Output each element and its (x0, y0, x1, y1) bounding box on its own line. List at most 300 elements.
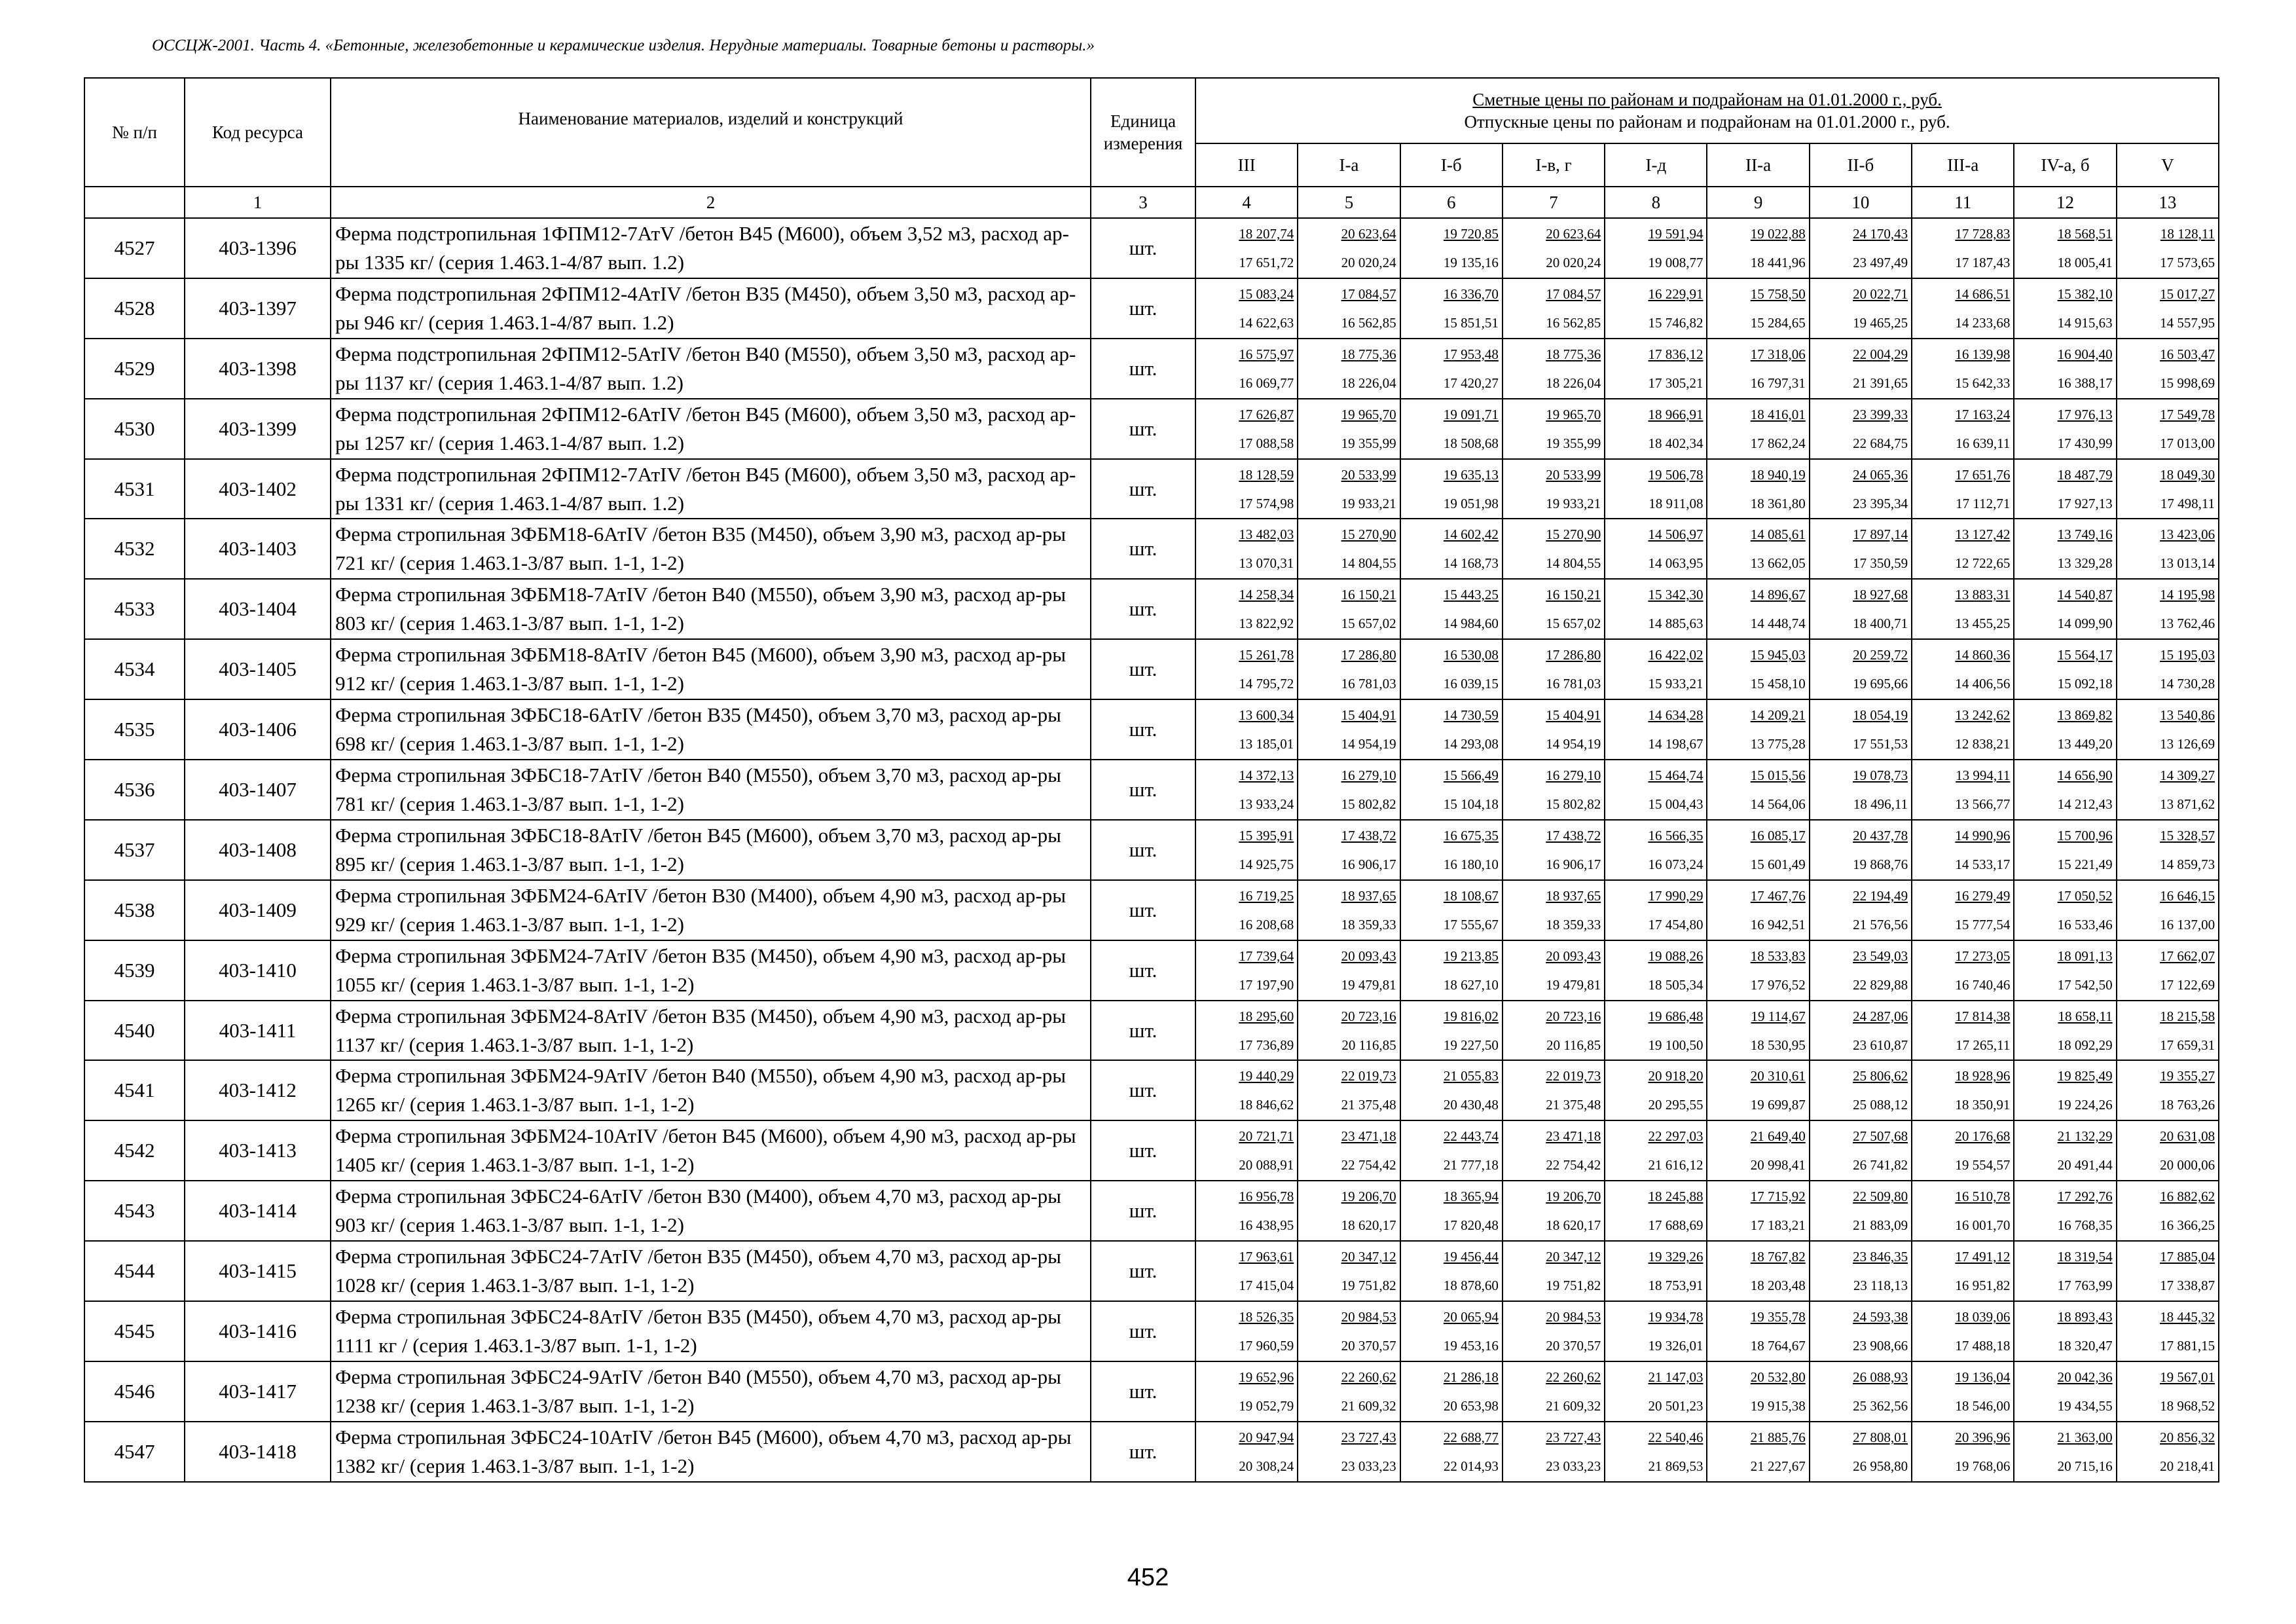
release-price: 21 375,48 (1341, 1097, 1396, 1113)
item-name: Ферма стропильная 3ФБМ24-7АтIV /бетон В35 (М450), объем 4,90 м3, расход ар-ры 1055 кг/ (серия 1.463.1-3/87 вып. 1-1, 1-2) (331, 940, 1091, 1001)
price-cell (1912, 940, 2014, 1001)
release-price: 19 100,50 (1648, 1037, 1704, 1053)
resource-code: 403-1413 (185, 1120, 331, 1181)
estimate-price: 23 727,43 (1546, 1429, 1601, 1445)
price-cell (1810, 1241, 1912, 1301)
release-price: 14 406,56 (1955, 676, 2011, 692)
estimate-price: 15 342,30 (1648, 587, 1704, 603)
estimate-price: 22 509,80 (1853, 1189, 1908, 1205)
release-price: 16 366,25 (2160, 1217, 2215, 1234)
estimate-price: 19 022,88 (1750, 225, 1806, 242)
estimate-price: 20 093,43 (1341, 948, 1396, 964)
release-price: 14 885,63 (1648, 616, 1704, 632)
price-cell (1912, 1181, 2014, 1241)
item-name: Ферма стропильная 3ФБМ18-6АтIV /бетон В35 (М450), объем 3,90 м3, расход ар-ры 721 кг/ (серия 1.463.1-3/87 вып. 1-1, 1-2) (331, 519, 1091, 579)
estimate-price: 18 215,58 (2160, 1008, 2215, 1024)
unit-of-measure: шт. (1091, 639, 1195, 699)
release-price: 19 135,16 (1443, 254, 1499, 270)
release-price: 16 180,10 (1443, 856, 1499, 872)
estimate-price: 16 229,91 (1648, 286, 1704, 302)
estimate-price: 17 318,06 (1750, 346, 1806, 362)
price-cell (1912, 1001, 2014, 1061)
estimate-price: 17 739,64 (1239, 948, 1294, 964)
release-price: 18 320,47 (2057, 1337, 2113, 1354)
price-cell (1912, 699, 2014, 760)
unit-of-measure: шт. (1091, 1422, 1195, 1482)
estimate-price: 19 934,78 (1648, 1308, 1704, 1325)
estimate-price: 15 328,57 (2160, 827, 2215, 843)
price-cell (1298, 399, 1400, 459)
release-price: 15 104,18 (1443, 796, 1499, 812)
unit-of-measure: шт. (1091, 1060, 1195, 1120)
release-price: 16 208,68 (1239, 916, 1294, 932)
release-price: 14 795,72 (1239, 676, 1294, 692)
price-cell (1195, 880, 1298, 940)
price-cell (1400, 639, 1503, 699)
release-price: 20 088,91 (1239, 1157, 1294, 1173)
release-price: 16 388,17 (2057, 375, 2113, 391)
column-number: 9 (1707, 187, 1809, 218)
release-price: 13 871,62 (2160, 796, 2215, 812)
estimate-price: 19 213,85 (1443, 948, 1499, 964)
region-header: I-б (1400, 143, 1503, 187)
price-cell (2014, 940, 2116, 1001)
price-cell (2014, 339, 2116, 399)
price-cell (1810, 218, 1912, 278)
estimate-price: 13 127,42 (1955, 526, 2011, 543)
release-price: 18 764,67 (1750, 1337, 1806, 1354)
estimate-price: 17 438,72 (1341, 827, 1396, 843)
release-price: 18 911,08 (1649, 495, 1704, 511)
estimate-price: 19 329,26 (1648, 1249, 1704, 1265)
estimate-price: 14 656,90 (2057, 767, 2113, 783)
release-price: 23 118,13 (1853, 1278, 1908, 1294)
unit-of-measure: шт. (1091, 1001, 1195, 1061)
release-price: 19 453,16 (1443, 1337, 1499, 1354)
table-row (84, 880, 2219, 940)
estimate-price: 13 540,86 (2160, 707, 2215, 724)
estimate-price: 15 270,90 (1341, 526, 1396, 543)
estimate-price: 23 549,03 (1853, 948, 1908, 964)
release-price: 18 620,17 (1546, 1217, 1601, 1234)
price-cell (1810, 1001, 1912, 1061)
estimate-price: 16 530,08 (1443, 647, 1499, 663)
estimate-price: 17 897,14 (1853, 526, 1908, 543)
release-price: 19 751,82 (1341, 1278, 1396, 1294)
price-cell (1810, 399, 1912, 459)
estimate-price: 23 471,18 (1546, 1128, 1601, 1145)
estimate-price: 20 623,64 (1341, 225, 1396, 242)
estimate-price: 16 575,97 (1239, 346, 1294, 362)
release-price: 18 763,26 (2160, 1097, 2215, 1113)
row-number: 4527 (84, 218, 185, 278)
release-price: 16 906,17 (1341, 856, 1396, 872)
price-cell (2117, 399, 2219, 459)
resource-code: 403-1411 (185, 1001, 331, 1061)
price-cell (2014, 1301, 2116, 1361)
price-cell (2014, 699, 2116, 760)
release-price: 19 751,82 (1546, 1278, 1601, 1294)
estimate-price: 23 846,35 (1853, 1249, 1908, 1265)
estimate-price: 15 270,90 (1546, 526, 1601, 543)
table-row (84, 1060, 2219, 1120)
price-cell (2014, 579, 2116, 639)
release-price: 18 400,71 (1853, 616, 1908, 632)
price-cell (1400, 940, 1503, 1001)
release-price: 16 797,31 (1750, 375, 1806, 391)
price-cell (1707, 820, 1809, 880)
release-price: 14 063,95 (1648, 555, 1704, 572)
price-cell (1912, 218, 2014, 278)
page-number: 452 (1127, 1564, 1169, 1591)
release-price: 18 530,95 (1750, 1037, 1806, 1053)
release-price: 15 601,49 (1750, 856, 1806, 872)
release-price: 16 768,35 (2057, 1217, 2113, 1234)
estimate-price: 15 017,27 (2160, 286, 2215, 302)
price-cell (2117, 1422, 2219, 1482)
estimate-price: 16 956,78 (1239, 1189, 1294, 1205)
estimate-price: 22 260,62 (1546, 1369, 1601, 1385)
resource-code: 403-1396 (185, 218, 331, 278)
prices-release-label: Отпускные цены по районам и подрайонам на 01.01.2000 г., руб. (1464, 112, 1950, 132)
price-cell (1195, 1301, 1298, 1361)
release-price: 21 869,53 (1648, 1458, 1704, 1474)
price-cell (1298, 278, 1400, 339)
price-cell (1400, 519, 1503, 579)
price-cell (1605, 1181, 1707, 1241)
release-price: 14 730,28 (2160, 676, 2215, 692)
prices-estimate-label: Сметные цены по районам и подрайонам на 01.01.2000 г., руб. (1472, 90, 1942, 109)
price-cell (1810, 940, 1912, 1001)
release-price: 19 008,77 (1648, 254, 1704, 270)
estimate-price: 16 675,35 (1443, 827, 1499, 843)
estimate-price: 14 085,61 (1750, 526, 1806, 543)
release-price: 20 491,44 (2057, 1157, 2113, 1173)
estimate-price: 18 937,65 (1341, 887, 1396, 904)
price-cell (1605, 1060, 1707, 1120)
release-price: 16 740,46 (1955, 976, 2011, 993)
release-price: 13 185,01 (1239, 736, 1294, 752)
estimate-price: 16 882,62 (2160, 1189, 2215, 1205)
release-price: 17 088,58 (1239, 435, 1294, 451)
price-cell (1400, 820, 1503, 880)
price-cell (1605, 339, 1707, 399)
price-cell (1912, 1241, 2014, 1301)
estimate-price: 24 170,43 (1853, 225, 1908, 242)
price-cell (1605, 519, 1707, 579)
estimate-price: 19 720,85 (1443, 225, 1499, 242)
price-cell (2117, 1001, 2219, 1061)
release-price: 19 227,50 (1443, 1037, 1499, 1053)
price-cell (1195, 760, 1298, 820)
release-price: 16 438,95 (1239, 1217, 1294, 1234)
release-price: 14 954,19 (1341, 736, 1396, 752)
estimate-price: 17 467,76 (1750, 887, 1806, 904)
price-cell (1810, 639, 1912, 699)
price-cell (1400, 399, 1503, 459)
estimate-price: 17 976,13 (2057, 406, 2113, 422)
release-price: 13 449,20 (2057, 736, 2113, 752)
col-header-code: Код ресурса (185, 78, 331, 187)
release-price: 13 455,25 (1955, 616, 2011, 632)
release-price: 19 868,76 (1853, 856, 1908, 872)
estimate-price: 16 279,49 (1955, 887, 2011, 904)
price-cell (1298, 699, 1400, 760)
price-cell (2014, 1120, 2116, 1181)
price-cell (1707, 1361, 1809, 1422)
price-cell (2117, 218, 2219, 278)
release-price: 20 308,24 (1239, 1458, 1294, 1474)
item-name: Ферма стропильная 3ФБМ24-6АтIV /бетон В30 (М400), объем 4,90 м3, расход ар-ры 929 кг/ (серия 1.463.1-3/87 вып. 1-1, 1-2) (331, 880, 1091, 940)
estimate-price: 19 965,70 (1546, 406, 1601, 422)
estimate-price: 14 195,98 (2160, 587, 2215, 603)
estimate-price: 17 438,72 (1546, 827, 1601, 843)
estimate-price: 20 721,71 (1239, 1128, 1294, 1145)
row-number: 4539 (84, 940, 185, 1001)
price-cell (1195, 1241, 1298, 1301)
estimate-price: 16 279,10 (1341, 767, 1396, 783)
estimate-price: 15 083,24 (1239, 286, 1294, 302)
unit-of-measure: шт. (1091, 519, 1195, 579)
estimate-price: 20 533,99 (1546, 466, 1601, 483)
price-cell (2014, 820, 2116, 880)
estimate-price: 14 990,96 (1955, 827, 2011, 843)
release-price: 13 933,24 (1239, 796, 1294, 812)
row-number: 4546 (84, 1361, 185, 1422)
release-price: 17 430,99 (2057, 435, 2113, 451)
release-price: 18 350,91 (1955, 1097, 2011, 1113)
resource-code: 403-1408 (185, 820, 331, 880)
price-cell (1707, 1060, 1809, 1120)
estimate-price: 20 723,16 (1341, 1008, 1396, 1024)
release-price: 14 448,74 (1750, 616, 1806, 632)
column-number: 12 (2014, 187, 2116, 218)
estimate-price: 22 297,03 (1648, 1128, 1704, 1145)
price-cell (2014, 1361, 2116, 1422)
unit-of-measure: шт. (1091, 1241, 1195, 1301)
release-price: 15 458,10 (1750, 676, 1806, 692)
price-cell (1503, 760, 1605, 820)
item-name: Ферма стропильная 3ФБМ18-8АтIV /бетон В45 (М600), объем 3,90 м3, расход ар-ры 912 кг/ (серия 1.463.1-3/87 вып. 1-1, 1-2) (331, 639, 1091, 699)
estimate-price: 13 883,31 (1955, 587, 2011, 603)
price-cell (1605, 760, 1707, 820)
estimate-price: 22 194,49 (1853, 887, 1908, 904)
estimate-price: 17 990,29 (1648, 887, 1704, 904)
price-cell (1195, 820, 1298, 880)
header-row-main (84, 78, 2219, 143)
item-name: Ферма подстропильная 2ФПМ12-6АтIV /бетон В45 (М600), объем 3,50 м3, расход ар-ры 1257 кг/ (серия 1.463.1-4/87 вып. 1.2) (331, 399, 1091, 459)
price-cell (2117, 1241, 2219, 1301)
estimate-price: 18 091,13 (2057, 948, 2113, 964)
estimate-price: 16 566,35 (1648, 827, 1704, 843)
estimate-price: 16 904,40 (2057, 346, 2113, 362)
release-price: 19 465,25 (1853, 314, 1908, 331)
table-row (84, 639, 2219, 699)
estimate-price: 20 022,71 (1853, 286, 1908, 302)
price-cell (1810, 579, 1912, 639)
estimate-price: 22 260,62 (1341, 1369, 1396, 1385)
estimate-price: 18 928,96 (1955, 1068, 2011, 1084)
table-body (84, 218, 2219, 1482)
row-number: 4547 (84, 1422, 185, 1482)
release-price: 18 496,11 (1853, 796, 1908, 812)
price-cell (2117, 1301, 2219, 1361)
col-header-prices (1195, 78, 2219, 143)
price-cell (1195, 519, 1298, 579)
item-name: Ферма стропильная 3ФБС24-7АтIV /бетон В35 (М450), объем 4,70 м3, расход ар-ры 1028 кг/ (серия 1.463.1-3/87 вып. 1-1, 1-2) (331, 1241, 1091, 1301)
price-cell (1298, 639, 1400, 699)
release-price: 18 505,34 (1648, 976, 1704, 993)
price-cell (1400, 1361, 1503, 1422)
release-price: 18 359,33 (1546, 916, 1601, 932)
release-price: 19 695,66 (1853, 676, 1908, 692)
table-row (84, 699, 2219, 760)
estimate-price: 16 150,21 (1341, 587, 1396, 603)
price-cell (1298, 519, 1400, 579)
price-cell (1298, 1001, 1400, 1061)
row-number: 4530 (84, 399, 185, 459)
region-header: I-д (1605, 143, 1707, 187)
estimate-price: 22 443,74 (1443, 1128, 1499, 1145)
price-cell (1912, 339, 2014, 399)
item-name: Ферма стропильная 3ФБМ24-8АтIV /бетон В35 (М450), объем 4,90 м3, расход ар-ры 1137 кг/ (серия 1.463.1-3/87 вып. 1-1, 1-2) (331, 1001, 1091, 1061)
release-price: 20 430,48 (1443, 1097, 1499, 1113)
price-cell (1195, 278, 1298, 339)
unit-of-measure: шт. (1091, 579, 1195, 639)
estimate-price: 15 382,10 (2057, 286, 2113, 302)
estimate-price: 17 626,87 (1239, 406, 1294, 422)
estimate-price: 17 286,80 (1341, 647, 1396, 663)
estimate-price: 19 206,70 (1546, 1189, 1601, 1205)
price-cell (2014, 639, 2116, 699)
price-cell (1503, 820, 1605, 880)
estimate-price: 15 015,56 (1750, 767, 1806, 783)
release-price: 15 802,82 (1341, 796, 1396, 812)
price-cell (1810, 820, 1912, 880)
price-cell (1298, 940, 1400, 1001)
release-price: 14 954,19 (1546, 736, 1601, 752)
price-cell (1400, 1120, 1503, 1181)
resource-code: 403-1405 (185, 639, 331, 699)
release-price: 20 715,16 (2057, 1458, 2113, 1474)
release-price: 14 925,75 (1239, 856, 1294, 872)
resource-code: 403-1418 (185, 1422, 331, 1482)
row-number: 4536 (84, 760, 185, 820)
release-price: 26 741,82 (1853, 1157, 1908, 1173)
price-cell (1810, 1422, 1912, 1482)
estimate-price: 17 662,07 (2160, 948, 2215, 964)
release-price: 17 265,11 (1956, 1037, 2011, 1053)
estimate-price: 17 050,52 (2057, 887, 2113, 904)
unit-of-measure: шт. (1091, 1361, 1195, 1422)
price-cell (2014, 459, 2116, 519)
estimate-price: 17 491,12 (1955, 1249, 2011, 1265)
price-cell (1400, 218, 1503, 278)
item-name: Ферма стропильная 3ФБС24-10АтIV /бетон В45 (М600), объем 4,70 м3, расход ар-ры 1382 кг/ (серия 1.463.1-3/87 вып. 1-1, 1-2) (331, 1422, 1091, 1482)
release-price: 17 183,21 (1750, 1217, 1806, 1234)
estimate-price: 18 893,43 (2057, 1308, 2113, 1325)
price-cell (1605, 639, 1707, 699)
price-cell (1912, 579, 2014, 639)
release-price: 18 402,34 (1648, 435, 1704, 451)
row-number: 4544 (84, 1241, 185, 1301)
estimate-price: 18 108,67 (1443, 887, 1499, 904)
unit-of-measure: шт. (1091, 1120, 1195, 1181)
unit-of-measure: шт. (1091, 278, 1195, 339)
document-header: ОССЦЖ-2001. Часть 4. «Бетонные, железобетонные и керамические изделия. Нерудные материалы. Товарные бетоны и растворы.» (152, 37, 1095, 54)
resource-code: 403-1404 (185, 579, 331, 639)
price-cell (1605, 940, 1707, 1001)
resource-code: 403-1412 (185, 1060, 331, 1120)
estimate-price: 18 054,19 (1853, 707, 1908, 724)
release-price: 23 610,87 (1853, 1037, 1908, 1053)
item-name: Ферма стропильная 3ФБМ18-7АтIV /бетон В40 (М550), объем 3,90 м3, расход ар-ры 803 кг/ (серия 1.463.1-3/87 вып. 1-1, 1-2) (331, 579, 1091, 639)
release-price: 19 051,98 (1443, 495, 1499, 511)
price-cell (2117, 699, 2219, 760)
price-cell (1810, 459, 1912, 519)
table-row (84, 519, 2219, 579)
release-price: 17 488,18 (1955, 1337, 2011, 1354)
release-price: 23 395,34 (1853, 495, 1908, 511)
release-price: 20 653,98 (1443, 1397, 1499, 1414)
estimate-price: 18 526,35 (1239, 1308, 1294, 1325)
release-price: 16 533,46 (2057, 916, 2113, 932)
release-price: 13 762,46 (2160, 616, 2215, 632)
price-cell (1810, 699, 1912, 760)
price-cell (1298, 1422, 1400, 1482)
price-cell (1298, 339, 1400, 399)
release-price: 14 557,95 (2160, 314, 2215, 331)
price-cell (1503, 699, 1605, 760)
estimate-price: 19 440,29 (1239, 1068, 1294, 1084)
price-cell (2117, 1361, 2219, 1422)
release-price: 17 688,69 (1648, 1217, 1704, 1234)
estimate-price: 20 918,20 (1648, 1068, 1704, 1084)
estimate-price: 14 686,51 (1955, 286, 2011, 302)
estimate-price: 20 396,96 (1955, 1429, 2011, 1445)
column-number: 4 (1195, 187, 1298, 218)
resource-code: 403-1397 (185, 278, 331, 339)
estimate-price: 23 399,33 (1853, 406, 1908, 422)
price-cell (1605, 1001, 1707, 1061)
release-price: 18 753,91 (1648, 1278, 1704, 1294)
item-name: Ферма подстропильная 1ФПМ12-7АтV /бетон В45 (М600), объем 3,52 м3, расход ар-ры 1335 кг/ (серия 1.463.1-4/87 вып. 1.2) (331, 218, 1091, 278)
unit-of-measure: шт. (1091, 820, 1195, 880)
price-cell (1503, 1422, 1605, 1482)
estimate-price: 17 292,76 (2057, 1189, 2113, 1205)
unit-of-measure: шт. (1091, 760, 1195, 820)
estimate-price: 17 963,61 (1239, 1249, 1294, 1265)
price-cell (2014, 760, 2116, 820)
price-cell (1298, 1060, 1400, 1120)
release-price: 21 616,12 (1648, 1157, 1704, 1173)
price-cell (1707, 1422, 1809, 1482)
item-name: Ферма стропильная 3ФБС18-8АтIV /бетон В45 (М600), объем 3,70 м3, расход ар-ры 895 кг/ (серия 1.463.1-3/87 вып. 1-1, 1-2) (331, 820, 1091, 880)
column-number: 5 (1298, 187, 1400, 218)
estimate-price: 19 091,71 (1443, 406, 1499, 422)
release-price: 17 976,52 (1750, 976, 1806, 993)
estimate-price: 18 487,79 (2057, 466, 2113, 483)
price-cell (1195, 339, 1298, 399)
price-cell (2014, 519, 2116, 579)
release-price: 19 326,01 (1648, 1337, 1704, 1354)
estimate-price: 15 261,78 (1239, 647, 1294, 663)
release-price: 20 370,57 (1341, 1337, 1396, 1354)
estimate-price: 15 464,74 (1648, 767, 1704, 783)
price-cell (1298, 760, 1400, 820)
release-price: 17 305,21 (1648, 375, 1704, 391)
release-price: 17 555,67 (1443, 916, 1499, 932)
